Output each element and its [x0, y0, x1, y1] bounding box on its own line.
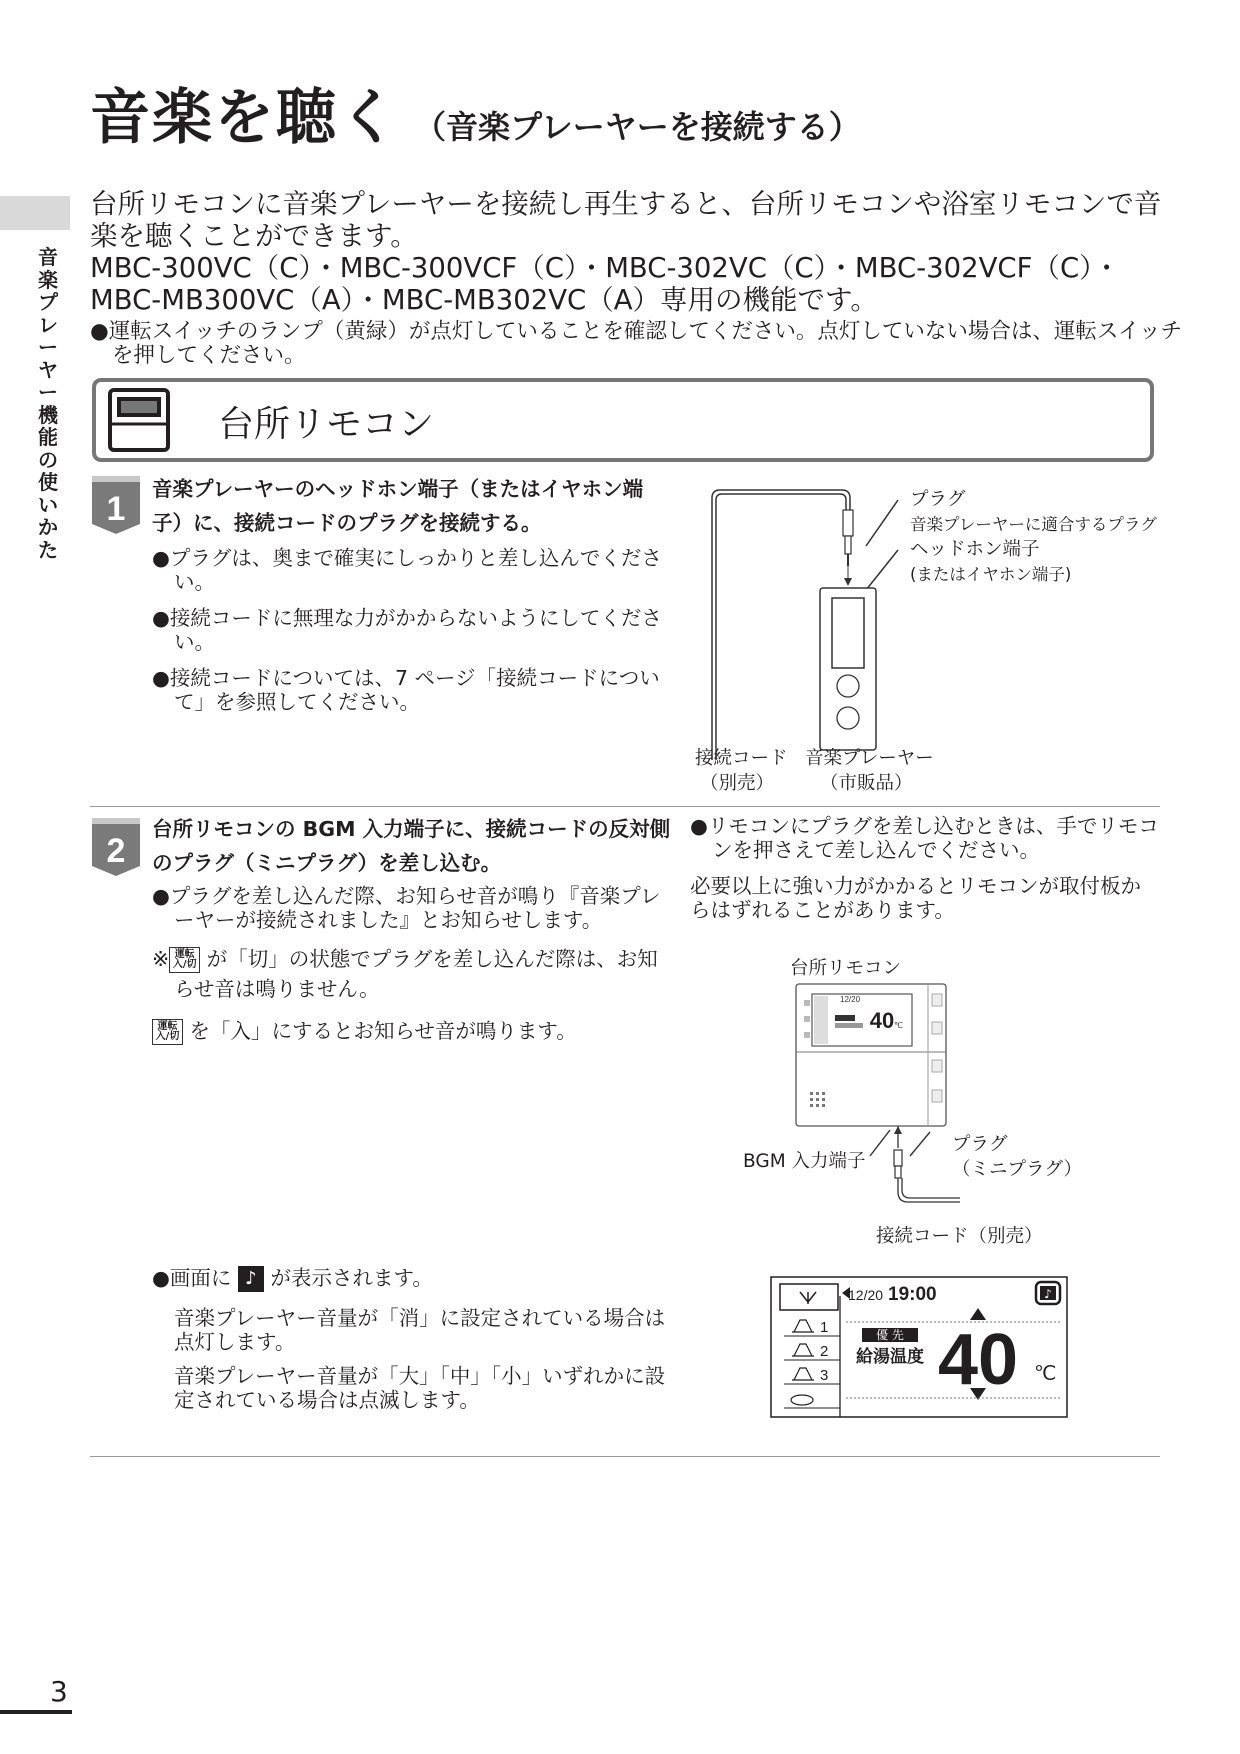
step-2-bullet: ●プラグを差し込んだ際、お知らせ音が鳴り『音楽プレーヤーが接続されました』とお知らせします。: [152, 884, 661, 932]
note-mark: ※: [152, 947, 170, 971]
display-bullet: [152, 1266, 672, 1292]
lcd-display-diagram: [770, 1276, 1070, 1420]
fig2-mini-date: 12/20: [840, 995, 861, 1004]
music-player-diagram: [690, 480, 930, 780]
page-number: 3: [50, 1675, 68, 1708]
side-tab-marker: [0, 196, 70, 230]
lcd-row-3: 3: [820, 1367, 829, 1384]
section-title: 台所リモコン: [218, 404, 435, 445]
key-top: 運転: [174, 949, 195, 960]
fig1-jack-label: ヘッドホン端子: [910, 539, 1040, 560]
kitchen-remote-diagram: [790, 980, 960, 1230]
step-1-number: 1: [106, 490, 126, 528]
side-tab-label: 音楽プレーヤー機能の使いかた: [38, 245, 58, 562]
fig1-plug-label: プラグ: [910, 489, 966, 510]
lcd-badge: 優 先: [876, 1328, 904, 1342]
step-1-icon: [92, 476, 140, 536]
fig2-plug-label: プラグ: [952, 1134, 1008, 1155]
fig1-jack-note: (またはイヤホン端子): [910, 565, 1072, 584]
fig1-cord-note: （別売）: [700, 773, 775, 794]
display-note: [152, 1266, 672, 1412]
kitchen-remote-icon: [108, 388, 172, 454]
key-top: 運転: [157, 1021, 178, 1032]
lcd-temp: 40: [937, 1320, 1019, 1400]
lcd-label: 給湯温度: [856, 1347, 924, 1367]
key-bottom: 入/切: [155, 1031, 180, 1042]
note-1-text: が「切」の状態でプラグを差し込んだ際は、お知らせ音は鳴りません。: [174, 947, 658, 1001]
lcd-row-1: 1: [820, 1319, 829, 1336]
right-note-2: 必要以上に強い力がかかるとリモコンが取付板からはずれることがあります。: [690, 874, 1141, 922]
lcd-row-2: 2: [820, 1343, 829, 1360]
step-2-right-notes: [690, 814, 1160, 922]
intro-note: ●運転スイッチのランプ（黄緑）が点灯していることを確認してください。点灯していない場合は、運転スイッチを押してください。: [90, 319, 1183, 368]
note-2-text: を「入」にするとお知らせ音が鳴ります。: [189, 1019, 577, 1043]
page-title: [90, 70, 861, 156]
page-number-bar: [0, 1710, 72, 1714]
key-bottom: 入/切: [172, 959, 197, 970]
power-key-icon: [152, 1019, 183, 1045]
step-1-bullet: ●接続コードについては、7 ページ「接続コードについて」を参照してください。: [152, 666, 660, 714]
title-sub: （音楽プレーヤーを接続する）: [414, 108, 861, 146]
lcd-music-icon: ♪: [1044, 1287, 1052, 1301]
fig2-bgm-label: BGM 入力端子: [743, 1151, 866, 1172]
fig2-mini-unit: ℃: [894, 1021, 903, 1030]
step-1-bullets: [152, 546, 672, 726]
step-2-body: [152, 884, 672, 1058]
lcd-unit: ℃: [1034, 1363, 1057, 1385]
fig1-plug-note: 音楽プレーヤーに適合するプラグ: [910, 515, 1157, 534]
title-main: 音楽を聴く: [90, 83, 400, 153]
step-2-note-1: [152, 944, 672, 1004]
step-2-icon: [92, 818, 140, 878]
display-para-1: 音楽プレーヤー音量が「消」に設定されている場合は点灯します。: [174, 1306, 666, 1354]
lcd-date: 12/20: [848, 1287, 884, 1303]
fig1-player-note: （市販品）: [820, 773, 913, 794]
display-bullet-a: ●画面に: [152, 1266, 232, 1290]
display-bullet-b: が表示されます。: [270, 1266, 433, 1290]
lcd-time: 19:00: [888, 1284, 937, 1305]
fig2-plug-note: （ミニプラグ）: [952, 1159, 1083, 1180]
fig2-mini-temp: 40: [869, 1008, 895, 1033]
power-key-icon: [169, 947, 200, 973]
bottom-divider: [90, 1456, 1160, 1457]
fig2-remote-label: 台所リモコン: [790, 958, 902, 979]
intro-line1: 台所リモコンに音楽プレーヤーを接続し再生すると、台所リモコンや浴室リモコンで音楽を聴くことができます。: [90, 188, 1162, 252]
step-1-bullet: ●プラグは、奥まで確実にしっかりと差し込んでください。: [152, 546, 662, 594]
display-para-2: 音楽プレーヤー音量が「大」「中」「小」いずれかに設定されている場合は点滅します。: [174, 1364, 666, 1412]
intro-line2: MBC-300VC（C）・MBC-300VCF（C）・MBC-302VC（C）・MBC-302VCF（C）・MBC-MB300VC（A）・MBC-MB302VC（A）専用の機能です。: [90, 252, 1121, 316]
music-note-icon: ♪: [238, 1266, 264, 1292]
step-1-heading: 音楽プレーヤーのヘッドホン端子（またはイヤホン端子）に、接続コードのプラグを接続する。: [152, 477, 644, 535]
step-2-note-2: [152, 1016, 672, 1046]
intro-text: [90, 188, 1170, 316]
fig1-cord-label: 接続コード: [695, 748, 788, 769]
fig2-cord-label: 接続コード（別売）: [876, 1226, 1043, 1247]
fig1-player-label: 音楽プレーヤー: [805, 748, 934, 769]
step-1-bullet: ●接続コードに無理な力がかからないようにしてください。: [152, 606, 662, 654]
step-2-heading: 台所リモコンの BGM 入力端子に、接続コードの反対側のプラグ（ミニプラグ）を差し込む。: [152, 817, 671, 875]
section-divider: [90, 806, 1160, 807]
step-2-number: 2: [106, 832, 126, 870]
right-note-1: ●リモコンにプラグを差し込むときは、手でリモコンを押さえて差し込んでください。: [690, 814, 1159, 862]
